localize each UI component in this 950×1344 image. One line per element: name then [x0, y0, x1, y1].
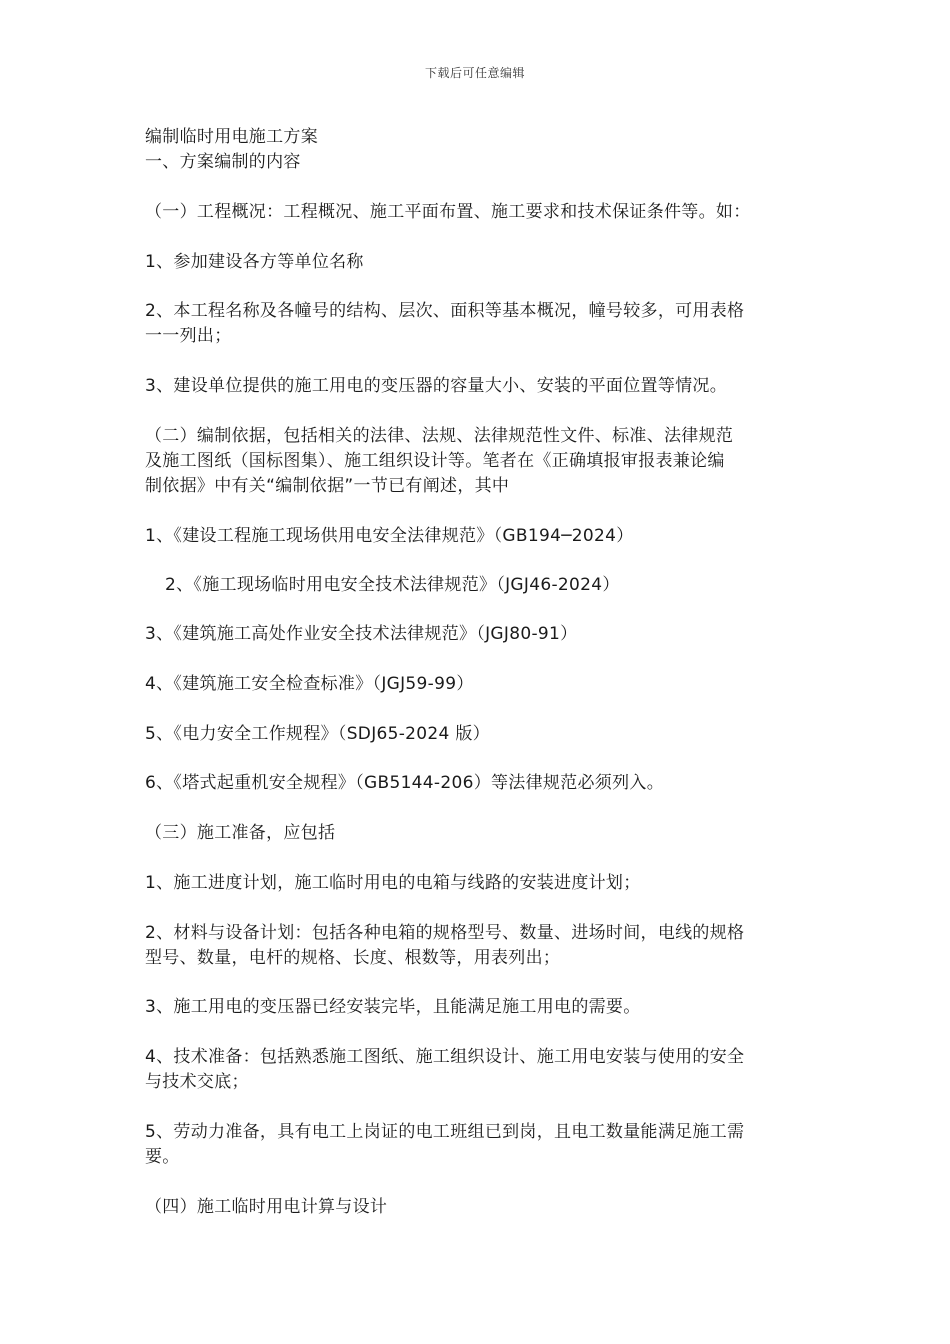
- list-item-continuation: 要。: [145, 1147, 180, 1167]
- subsection-2-line: （二）编制依据，包括相关的法律、法规、法律规范性文件、标准、法律规范: [145, 426, 734, 446]
- list-item: 2、本工程名称及各幢号的结构、层次、面积等基本概况，幢号较多，可用表格: [145, 301, 745, 321]
- subsection-4-heading: （四）施工临时用电计算与设计: [145, 1197, 388, 1217]
- list-item: 2、材料与设备计划：包括各种电箱的规格型号、数量、进场时间，电线的规格: [145, 923, 745, 943]
- subsection-1-heading: （一）工程概况：工程概况、施工平面布置、施工要求和技术保证条件等。如：: [145, 202, 751, 222]
- reference-item: 6、《塔式起重机安全规程》（GB5144-206）等法律规范必须列入。: [145, 773, 664, 793]
- document-title: 编制临时用电施工方案: [145, 127, 318, 147]
- list-item: 1、参加建设各方等单位名称: [145, 252, 364, 272]
- reference-item: 5、《电力安全工作规程》（SDJ65-2024 版）: [145, 724, 490, 744]
- subsection-2-line: 及施工图纸（国标图集）、施工组织设计等。笔者在《正确填报审报表兼论编: [145, 451, 725, 471]
- reference-item: 4、《建筑施工安全检查标准》（JGJ59-99）: [145, 674, 474, 694]
- list-item: 3、施工用电的变压器已经安装完毕，且能满足施工用电的需要。: [145, 997, 641, 1017]
- reference-item: 2、《施工现场临时用电安全技术法律规范》（JGJ46-2024）: [165, 575, 620, 595]
- list-item: 4、技术准备：包括熟悉施工图纸、施工组织设计、施工用电安装与使用的安全: [145, 1047, 745, 1067]
- list-item-continuation: 型号、数量，电杆的规格、长度、根数等，用表列出；: [145, 948, 561, 968]
- list-item: 5、劳动力准备，具有电工上岗证的电工班组已到岗，且电工数量能满足施工需: [145, 1122, 745, 1142]
- list-item-continuation: 一一列出；: [145, 326, 232, 346]
- page-header: 下载后可任意编辑: [424, 66, 525, 80]
- subsection-3-heading: （三）施工准备，应包括: [145, 823, 336, 843]
- subsection-2-line: 制依据》中有关“编制依据”一节已有阐述，其中: [145, 476, 510, 496]
- list-item: 3、建设单位提供的施工用电的变压器的容量大小、安装的平面位置等情况。: [145, 376, 728, 396]
- reference-item: 3、《建筑施工高处作业安全技术法律规范》（JGJ80-91）: [145, 624, 578, 644]
- section-heading-1: 一、方案编制的内容: [145, 152, 301, 172]
- list-item: 1、施工进度计划，施工临时用电的电箱与线路的安装进度计划；: [145, 873, 641, 893]
- reference-item: 1、《建设工程施工现场供用电安全法律规范》（GB194─2024）: [145, 526, 634, 546]
- list-item-continuation: 与技术交底；: [145, 1072, 249, 1092]
